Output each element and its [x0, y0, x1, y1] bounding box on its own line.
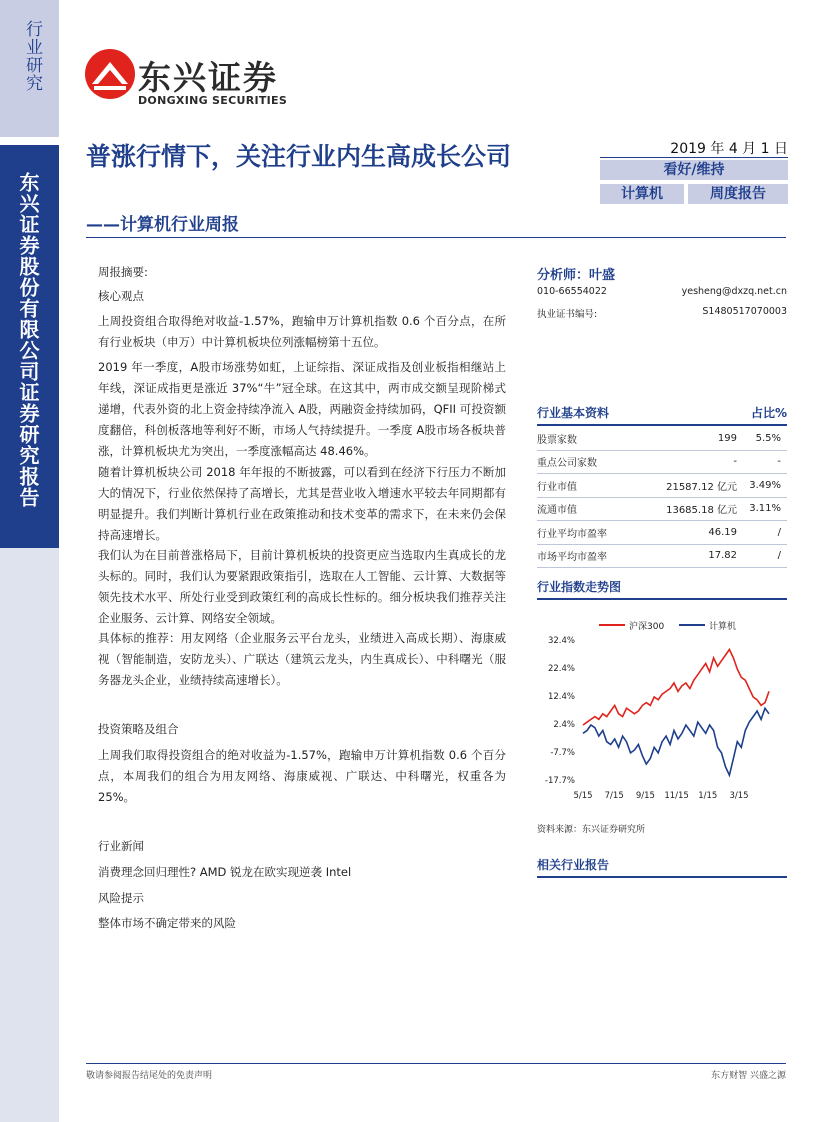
footer-divider	[86, 1063, 786, 1064]
risk-item: 整体市场不确定带来的风险	[98, 916, 236, 930]
industry-badge: 计算机	[600, 184, 684, 204]
y-tick-label: 22.4%	[547, 663, 575, 674]
analyst-email: yesheng@dxzq.net.cn	[681, 286, 787, 297]
row-value: 13685.18 亿元	[633, 497, 743, 521]
strategy-label: 投资策略及组合	[98, 722, 179, 736]
date-divider	[600, 157, 788, 158]
core-view-label: 核心观点	[98, 289, 144, 303]
analyst-name: 分析师：叶盛	[537, 268, 616, 283]
industry-data-title: 行业基本资料	[537, 406, 610, 420]
row-value: 46.19	[633, 521, 743, 545]
report-type-badge: 周度报告	[688, 184, 788, 204]
paragraph-recommendations: 具体标的推荐：用友网络（企业服务云平台龙头，业绩进入高成长期）、海康威视（智能制造，安防龙头）、广联达（建筑云龙头，内生真成长）、中科曙光（服务器龙头企业，业绩持续高速增长）。	[98, 631, 506, 687]
related-reports-title: 相关行业报告	[537, 858, 610, 872]
title-divider	[86, 237, 786, 238]
footer-slogan: 东方财智 兴盛之源	[711, 1071, 786, 1081]
row-pct: 5.5%	[743, 427, 787, 450]
table-row	[537, 450, 787, 474]
dongxing-logo-icon	[84, 48, 136, 100]
paragraph-strategy: 上周我们取得投资组合的绝对收益为-1.57%，跑输申万计算机指数 0.6 个百分点，本周我们的组合为用友网络、海康威视、广联达、中科曙光，权重各为 25%。	[98, 748, 506, 804]
industry-data-header	[537, 404, 787, 426]
row-pct: 3.49%	[743, 474, 787, 498]
paragraph-market-q1: 2019 年一季度，A股市场涨势如虹，上证综指、深证成指及创业板指相继站上年线，深证成指更是涨近 37%“牛”冠全球。在这其中，两市成交额呈现阶梯式递增，代表外资的北上资金持续净流入 A股，两融资金持续加码，QFII 可投资额度翻倍，科创板落地等利好不断，市场人气持续提升。一季度 A股市场各板块普涨，计算机板块尤为突出，一季度涨幅高达 48.46%。	[98, 360, 506, 458]
table-row	[537, 521, 787, 545]
report-date: 2019 年 4 月 1 日	[670, 141, 788, 157]
table-row	[537, 497, 787, 521]
y-tick-label: -7.7%	[550, 748, 575, 759]
chart-source: 资料来源：东兴证券研究所	[537, 825, 646, 835]
sidebar-lower-band	[0, 548, 59, 1122]
sidebar-category-label: 行业研究	[22, 20, 42, 92]
table-row	[537, 474, 787, 498]
y-tick-label: 32.4%	[547, 636, 575, 646]
row-value: 199	[633, 427, 743, 450]
row-label: 行业平均市盈率	[537, 521, 633, 545]
index-trend-title: 行业指数走势图	[537, 580, 622, 594]
logo-name-cn: 东兴证券	[138, 58, 278, 97]
related-reports-header	[537, 856, 787, 878]
row-value: 21587.12 亿元	[633, 474, 743, 498]
index-trend-header	[537, 578, 787, 600]
summary-label: 周报摘要:	[98, 265, 148, 279]
news-label: 行业新闻	[98, 839, 144, 853]
paragraph-investment-view: 我们认为在目前普涨格局下，目前计算机板块的投资更应当选取内生真成长的龙头标的。同时，我们认为要紧跟政策指引，选取在人工智能、云计算、大数据等领先技术水平、所处行业受到政策红利的高成长性标的。细分板块我们推荐关注企业服务、云计算、网络安全领域。	[98, 548, 506, 625]
x-tick-label: 11/15	[664, 791, 689, 801]
row-label: 重点公司家数	[537, 450, 633, 474]
y-tick-label: 2.4%	[553, 719, 575, 730]
y-tick-label: -17.7%	[544, 776, 575, 786]
footer-disclaimer: 敬请参阅报告结尾处的免责声明	[86, 1071, 213, 1081]
y-tick-label: 12.4%	[547, 691, 575, 702]
x-tick-label: 9/15	[635, 791, 655, 801]
x-tick-label: 1/15	[698, 791, 718, 801]
legend-label: 沪深300	[629, 622, 665, 632]
series-line-hs300	[583, 650, 769, 726]
row-value: 17.82	[633, 544, 743, 568]
row-label: 股票家数	[537, 427, 633, 450]
table-row	[537, 544, 787, 568]
legend-label: 计算机	[709, 622, 737, 632]
x-tick-label: 7/15	[604, 791, 624, 801]
report-subtitle: ——计算机行业周报	[86, 215, 239, 235]
table-row	[537, 427, 787, 450]
news-item: 消费理念回归理性? AMD 锐龙在欧实现逆袭 Intel	[98, 865, 352, 879]
row-pct: /	[743, 544, 787, 568]
logo-name-en: DONGXING SECURITIES	[138, 94, 288, 107]
rating-badge: 看好/维持	[600, 160, 788, 180]
row-pct: /	[743, 521, 787, 545]
analyst-contact-row	[537, 286, 787, 297]
series-line-computer	[583, 708, 769, 775]
pct-column-header: 占比%	[750, 406, 787, 420]
row-label: 流通市值	[537, 497, 633, 521]
industry-data-table	[537, 427, 787, 568]
analyst-phone: 010-66554022	[537, 286, 607, 297]
x-tick-label: 3/15	[729, 791, 749, 801]
paragraph-annual-reports: 随着计算机板块公司 2018 年年报的不断披露，可以看到在经济下行压力不断加大的情况下，行业依然保持了高增长，尤其是营业收入增速水平较去年同期都有明显提升。我们判断计算机行业在政策推动和技术变革的需求下，在未来仍会保持高速增长。	[98, 465, 506, 542]
paragraph-portfolio: 上周投资组合取得绝对收益-1.57%，跑输申万计算机指数 0.6 个百分点，在所有行业板块（申万）中计算机板块位列涨幅榜第十五位。	[98, 314, 506, 349]
sidebar-company-label: 东兴证券股份有限公司证券研究报告	[16, 172, 40, 508]
risk-label: 风险提示	[98, 891, 144, 905]
cert-number: S1480517070003	[702, 306, 787, 317]
row-label: 行业市值	[537, 474, 633, 498]
x-tick-label: 5/15	[573, 791, 593, 801]
row-pct: 3.11%	[743, 497, 787, 521]
index-trend-chart	[537, 606, 787, 806]
analyst-cert-row	[537, 306, 787, 320]
row-value: -	[633, 450, 743, 474]
row-pct: -	[743, 450, 787, 474]
cert-label: 执业证书编号:	[537, 309, 598, 320]
report-title: 普涨行情下，关注行业内生高成长公司	[86, 142, 512, 171]
row-label: 市场平均市盈率	[537, 544, 633, 568]
